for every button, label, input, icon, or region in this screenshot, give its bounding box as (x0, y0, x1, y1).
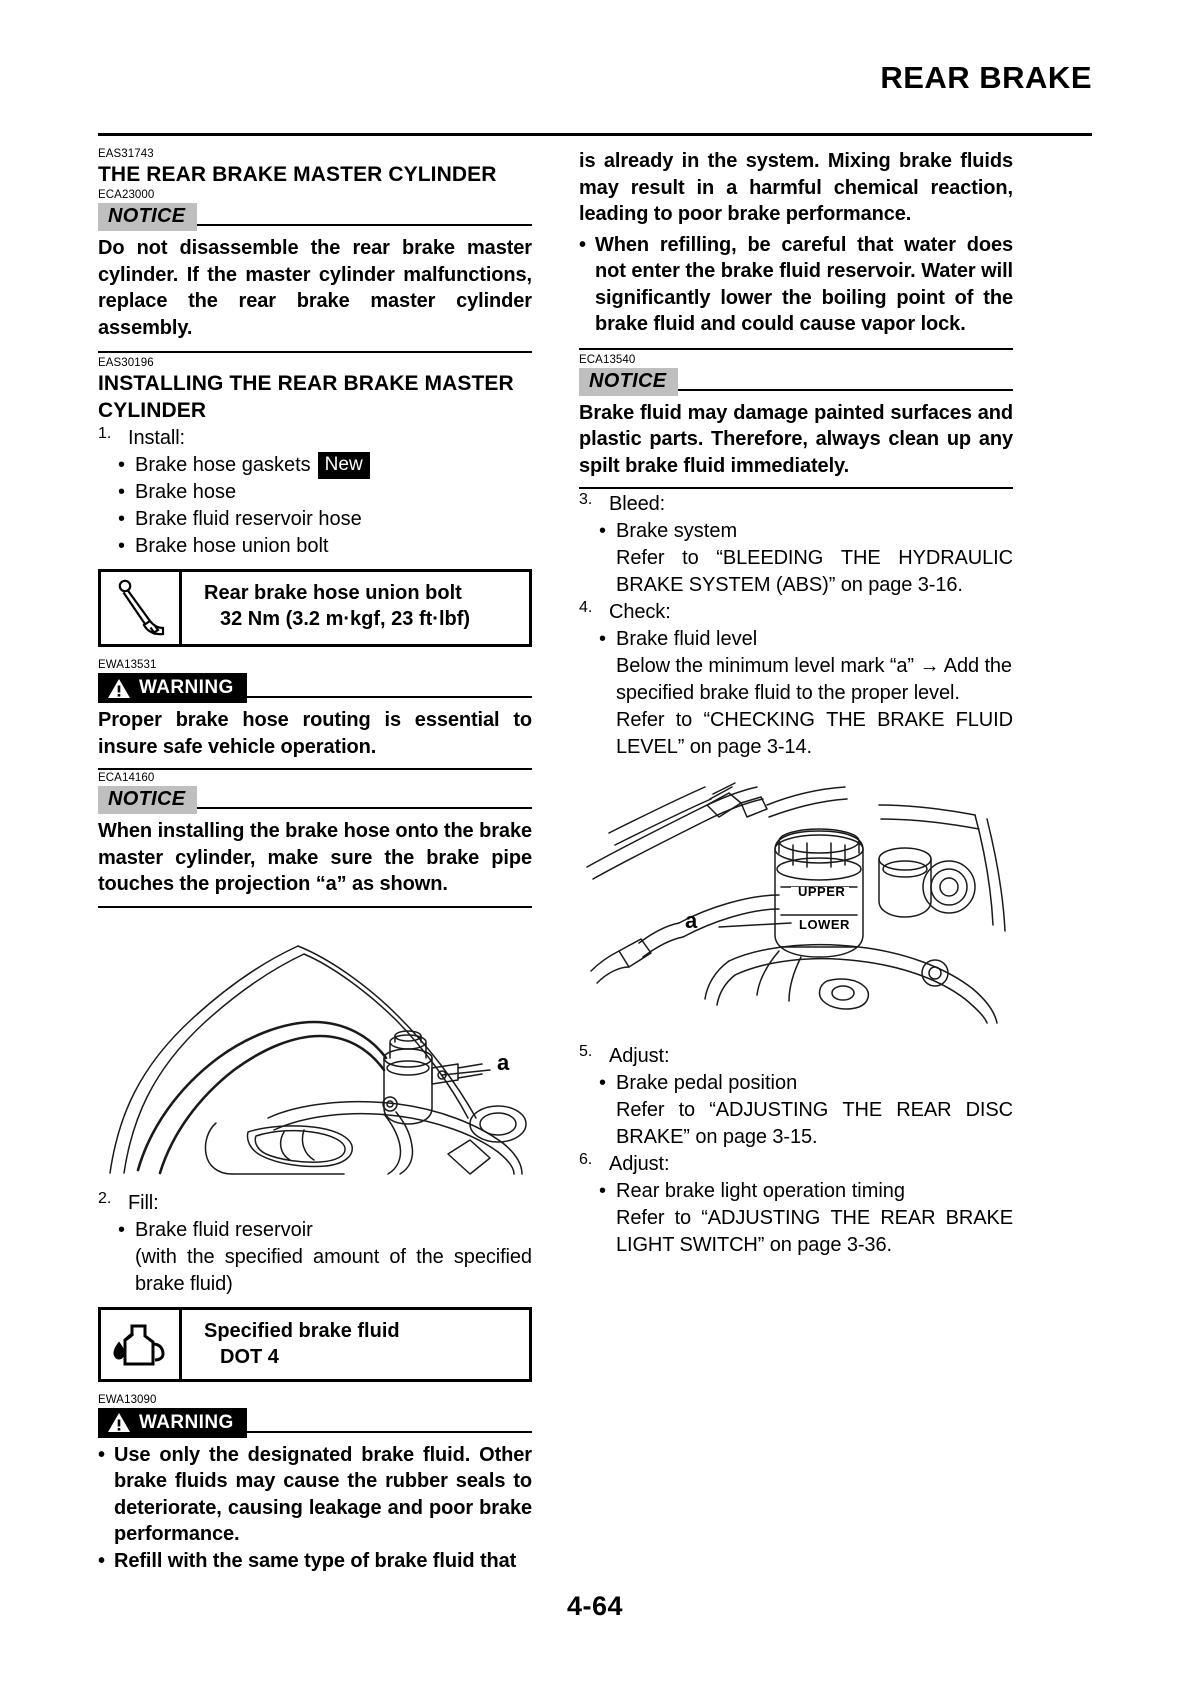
warning-triangle-icon (107, 1412, 131, 1433)
reference-line: Refer to “BLEEDING THE HYDRAULIC (616, 547, 1013, 569)
bullet-icon: • (118, 535, 126, 557)
warning-label: WARNING (139, 677, 234, 698)
list-item-label: Rear brake light operation timing (616, 1180, 906, 1202)
left-column (98, 148, 532, 1572)
list-item-label: Brake hose (135, 481, 237, 503)
right-column (579, 148, 1013, 1564)
list-item-label: Brake pedal position (616, 1072, 798, 1094)
page-number: 4-64 (566, 1591, 624, 1621)
list-item-continuation: (with the specified amount of the specified (135, 1245, 532, 1268)
notice-text: When installing the brake hose onto the brake master cylinder, make sure the brake pipe touches the projection “a” as shown. (98, 820, 532, 895)
subsection-divider (98, 768, 532, 770)
list-item (98, 1442, 532, 1548)
warning-banner (98, 673, 532, 703)
oil-can-icon (101, 1310, 182, 1379)
step-2-items (98, 1217, 532, 1298)
step-6 (579, 1151, 1013, 1178)
list-item (599, 518, 1013, 545)
list-item (118, 479, 532, 506)
notice-code: ECA13540 (579, 353, 636, 366)
page-title: REAR BRAKE (880, 60, 1092, 95)
rear-brake-master-cylinder-illustration (98, 918, 532, 1178)
warning-continuation-text: is already in the system. Mixing brake fluids may result in a harmful chemical reaction, leading to poor brake performance. (579, 150, 1013, 225)
step-3 (579, 491, 1013, 518)
section-divider (98, 351, 532, 353)
bullet-icon: • (118, 1218, 126, 1241)
section2-heading-line2: CYLINDER (98, 399, 207, 422)
steps-divider (579, 487, 1013, 489)
notice-text: Brake fluid may damage painted surfaces and plastic parts. Therefore, always clean up any spilt brake fluid immediately. (579, 401, 1013, 477)
step-3-items (579, 518, 1013, 599)
list-item-label: Brake fluid reservoir hose (135, 508, 362, 530)
torque-wrench-icon (101, 572, 182, 644)
step-4-items (579, 626, 1013, 761)
torque-spec-name: Rear brake hose union bolt (204, 582, 462, 604)
bullet-icon: • (599, 628, 607, 650)
section-code: EAS31743 (98, 148, 154, 160)
step-2-number: 2. (98, 1189, 112, 1207)
reference-line: Refer to “CHECKING THE BRAKE FLUID (616, 709, 1013, 731)
step-1 (98, 425, 532, 452)
warning-banner (98, 1408, 532, 1438)
section2-code: EAS30196 (98, 357, 154, 369)
notice-code: ECA14160 (98, 772, 155, 784)
list-item-label: Brake fluid reservoir (135, 1218, 313, 1241)
check-condition-line: Below the minimum level mark “a” → Add the (616, 655, 1012, 677)
bullet-icon: • (118, 454, 126, 476)
list-item-continuation: brake fluid) (135, 1272, 233, 1295)
notice-code: ECA23000 (98, 189, 155, 201)
warning-bullet-list (98, 1442, 532, 1575)
bullet-icon: • (118, 508, 126, 530)
step-4-number: 4. (579, 599, 593, 616)
new-part-badge: New (318, 452, 370, 479)
brake-fluid-spec-box (98, 1307, 532, 1382)
step-4 (579, 599, 1013, 626)
reference-line: LIGHT SWITCH” on page 3-36. (616, 1234, 892, 1256)
warning-code: EWA13531 (98, 659, 157, 671)
list-item (118, 452, 532, 479)
section2-heading-line1: INSTALLING THE REAR BRAKE MASTER (98, 372, 514, 395)
brake-fluid-spec-name: Specified brake fluid (204, 1319, 400, 1342)
list-item (599, 626, 1013, 653)
reservoir-lower-mark: LOWER (799, 917, 850, 932)
check-condition-line: specified brake fluid to the proper level. (616, 682, 960, 704)
step-1-number: 1. (98, 425, 112, 442)
list-item (118, 533, 532, 560)
step-2 (98, 1190, 532, 1217)
warning-label-box (98, 1408, 247, 1438)
notice-rule (197, 807, 532, 809)
brake-fluid-spec-text (182, 1310, 529, 1379)
notice-label: NOTICE (98, 786, 197, 814)
notice-text: Do not disassemble the rear brake master cylinder. If the master cylinder malfunctions, replace the rear brake master cylinder assembly. (98, 237, 532, 339)
figure-divider (98, 906, 532, 908)
list-item-label: Brake system (616, 520, 738, 542)
step-6-items (579, 1178, 1013, 1259)
bullet-icon: • (579, 233, 586, 256)
warning-label-box (98, 673, 247, 703)
warning-bullet-text: Refill with the same type of brake fluid that (114, 1549, 517, 1572)
figure-callout-a: a (497, 1049, 510, 1075)
brake-fluid-reservoir-illustration (579, 775, 1013, 1025)
reference-line: Refer to “ADJUSTING THE REAR DISC (616, 1099, 1013, 1121)
step-1-label: Install: (128, 427, 186, 449)
step-4-label: Check: (609, 601, 671, 623)
reference-line: BRAKE SYSTEM (ABS)” on page 3-16. (616, 574, 963, 596)
warning-bullet-text: When refilling, be careful that water does not enter the brake fluid reservoir. Water will significantly lower the boiling point of the brake fluid and could cause vapor lock. (595, 233, 1013, 335)
warning-rule (247, 696, 532, 698)
bullet-icon: • (118, 481, 126, 503)
list-item-label: Brake hose union bolt (135, 535, 329, 557)
bullet-icon: • (599, 1072, 607, 1094)
notice-label: NOTICE (579, 368, 678, 396)
step-5-items (579, 1070, 1013, 1151)
section-heading: THE REAR BRAKE MASTER CYLINDER (98, 163, 497, 186)
step-6-label: Adjust: (609, 1153, 670, 1175)
warning-triangle-icon (107, 678, 131, 699)
section-divider (579, 348, 1013, 350)
warning-code: EWA13090 (98, 1393, 157, 1406)
warning-bullet-text: Use only the designated brake fluid. Other brake fluids may cause the rubber seals to deteriorate, causing leakage and poor brake performance. (114, 1443, 532, 1545)
list-item-label: Brake fluid level (616, 628, 758, 650)
list-item (579, 232, 1013, 338)
header-divider (98, 133, 1092, 136)
warning-text: Proper brake hose routing is essential to insure safe vehicle operation. (98, 709, 532, 758)
reference-line: Refer to “ADJUSTING THE REAR BRAKE (616, 1207, 1013, 1229)
warning-label: WARNING (139, 1411, 234, 1433)
bullet-icon: • (98, 1443, 105, 1466)
bullet-icon: • (599, 1180, 607, 1202)
figure-callout-a: a (685, 908, 698, 933)
step-1-items (98, 452, 532, 560)
reservoir-upper-mark: UPPER (798, 884, 846, 899)
list-item (599, 1070, 1013, 1097)
torque-spec-box (98, 569, 532, 647)
list-item (98, 1548, 532, 1575)
step-3-label: Bleed: (609, 493, 666, 515)
warning-rule (247, 1431, 532, 1433)
notice-rule (678, 389, 1013, 391)
notice-label: NOTICE (98, 203, 197, 231)
torque-spec-text (182, 572, 529, 644)
notice-banner (98, 203, 532, 231)
notice-banner (579, 368, 1013, 396)
list-item-label: Brake hose gaskets (135, 454, 311, 476)
reference-line: LEVEL” on page 3-14. (616, 736, 812, 758)
reference-line: BRAKE” on page 3-15. (616, 1126, 818, 1148)
brake-fluid-spec-value: DOT 4 (220, 1345, 279, 1368)
list-item (118, 506, 532, 533)
step-6-number: 6. (579, 1151, 593, 1168)
step-3-number: 3. (579, 491, 593, 508)
bullet-icon: • (98, 1549, 105, 1572)
list-item (599, 1178, 1013, 1205)
list-item (118, 1217, 532, 1244)
bullet-icon: • (599, 520, 607, 542)
two-column-body (98, 148, 1092, 1572)
step-2-label: Fill: (128, 1191, 159, 1214)
notice-rule (197, 224, 532, 226)
warning-bullet-list (579, 232, 1013, 338)
step-5-number: 5. (579, 1043, 593, 1060)
step-5 (579, 1043, 1013, 1070)
step-5-label: Adjust: (609, 1045, 670, 1067)
torque-spec-value: 32 Nm (3.2 m·kgf, 23 ft·lbf) (220, 608, 471, 630)
notice-banner (98, 786, 532, 814)
